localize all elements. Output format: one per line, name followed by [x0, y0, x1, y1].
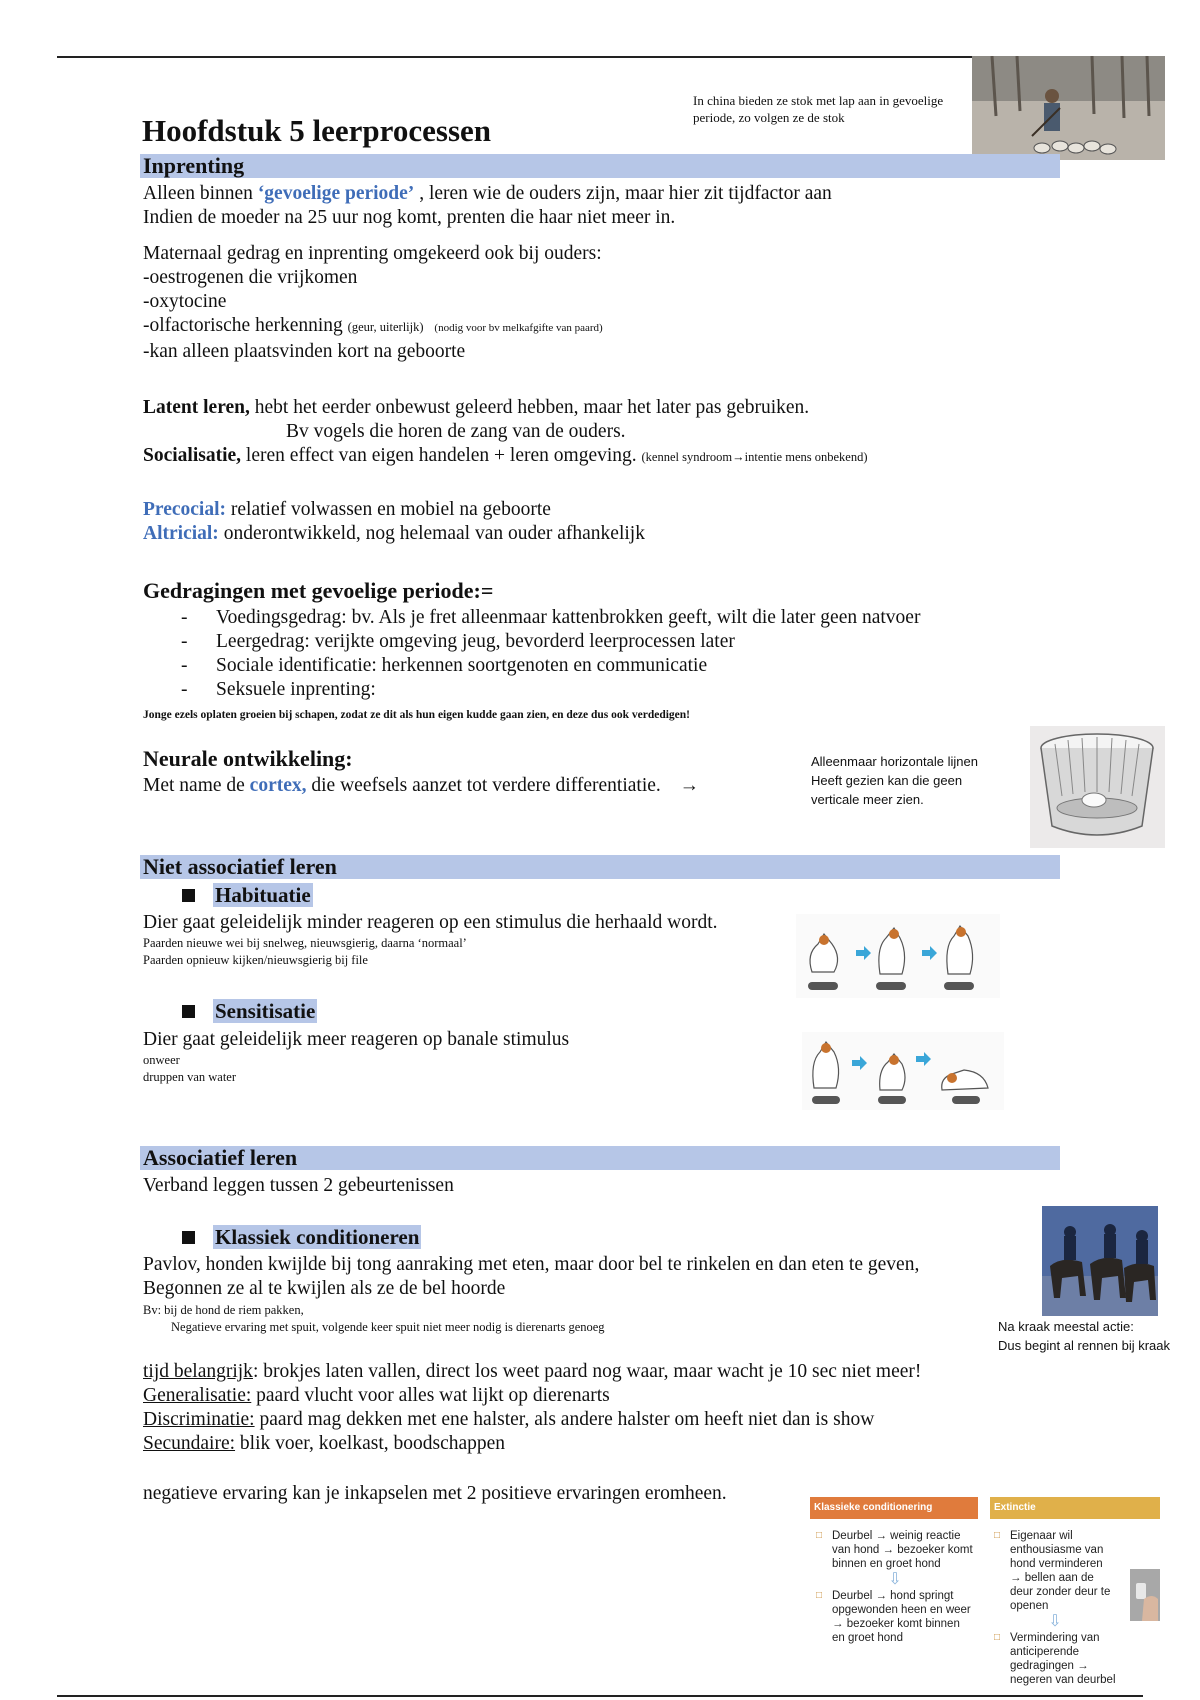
klassiek-line: Pavlov, honden kwijlde bij tong aanraking met eten, maar door bel te rinkelen en dan eten te geven,	[143, 1254, 920, 1275]
inprenting-line1	[143, 182, 1043, 206]
altricial-line	[143, 522, 1043, 546]
slide-left-heading: Klassieke conditionering	[810, 1497, 978, 1519]
slide-left-point: □ Deurbel → weinig reactie van hond → bezoeker komt binnen en groet hond	[816, 1529, 974, 1571]
term-label: Discriminatie:	[143, 1409, 255, 1430]
term-text: : brokjes laten vallen, direct los weet paard nog waar, maar wacht je 10 sec niet meer!	[252, 1361, 922, 1382]
latent-block	[143, 396, 1043, 468]
section-inprenting: Inprenting	[140, 154, 1060, 178]
sensitisatie-title: Sensitisatie	[215, 999, 316, 1023]
habituatie-heading	[182, 883, 313, 908]
terms-block	[143, 1360, 1043, 1456]
latent-term: Latent leren,	[143, 397, 250, 418]
list-item: - Voedingsgedrag: bv. Als je fret alleenmaar kattenbrokken geeft, wilt die later geen natvoer	[143, 606, 1063, 630]
olfactory-note: (geur, uiterlijk)	[347, 320, 424, 334]
gedragingen-note: Jonge ezels oplaten groeien bij schapen, zodat ze dit als hun eigen kudde gaan zien, en deze dus ook verdedigen!	[143, 709, 691, 721]
term-label: Generalisatie:	[143, 1385, 252, 1406]
section-niet-associatief: Niet associatief leren	[140, 855, 1060, 879]
klassiek-note: Negatieve ervaring met spuit, volgende keer spuit niet meer nodig is dierenarts genoeg	[171, 1320, 605, 1334]
term-text: blik voer, koelkast, boodschappen	[235, 1433, 506, 1454]
maternal-intro: Maternaal gedrag en inprenting omgekeerd ook bij ouders:	[143, 243, 602, 264]
term-line	[143, 1360, 1043, 1384]
police-horses-photo	[1042, 1206, 1158, 1316]
socialisatie-line	[143, 444, 1043, 468]
neurale-caption-line: verticale meer zien.	[811, 792, 924, 807]
slide-left-point: □ Deurbel → hond springt opgewonden heen en weer → bezoeker komt binnen en groet hond	[816, 1589, 974, 1645]
latent-line	[143, 396, 1043, 420]
inprenting-line2: Indien de moeder na 25 uur nog komt, prenten die haar niet meer in.	[143, 207, 676, 228]
gedragingen-list	[143, 606, 1063, 702]
sensitisatie-text: Dier gaat geleidelijk meer reageren op banale stimulus	[143, 1029, 570, 1050]
bullet-square-icon	[182, 1231, 195, 1244]
klassiek-title: Klassiek conditioneren	[215, 1225, 420, 1249]
sensitisatie-note: onweer	[143, 1053, 180, 1067]
bottom-rule	[57, 1695, 1143, 1697]
latent-text: hebt het eerder onbewust geleerd hebben, maar het later pas gebruiken.	[249, 397, 810, 418]
neurale-pre: Met name de	[143, 775, 250, 796]
neurale-heading: Neurale ontwikkeling:	[143, 746, 353, 771]
slide-right-point: □ Vermindering van anticiperende gedragingen → negeren van deurbel	[994, 1631, 1116, 1687]
term-line	[143, 1432, 1043, 1456]
cortex-term: cortex,	[249, 775, 307, 796]
neurale-caption	[811, 752, 1031, 809]
list-item: - Seksuele inprenting:	[143, 678, 1063, 702]
maternal-item: -oestrogenen die vrijkomen	[143, 267, 358, 288]
term-label: tijd belangrijk	[143, 1361, 253, 1382]
slide-right-heading: Extinctie	[990, 1497, 1160, 1519]
doorbell-hand-photo	[1130, 1569, 1160, 1621]
inprenting-line1-post: , leren wie de ouders zijn, maar hier zit tijdfactor aan	[414, 183, 832, 204]
police-caption-line: Na kraak meestal actie:	[998, 1319, 1134, 1334]
precocial-line	[143, 498, 1043, 522]
olfactory-main: -olfactorische herkenning	[143, 315, 343, 336]
klassiek-notes	[143, 1302, 605, 1336]
sensitisatie-note: druppen van water	[143, 1070, 237, 1084]
altricial-text: onderontwikkeld, nog helemaal van ouder afhankelijk	[218, 523, 645, 544]
sensitisatie-notes	[143, 1052, 236, 1086]
police-caption-line: Dus begint al rennen bij kraak	[998, 1338, 1170, 1353]
habituatie-note: Paarden nieuwe wei bij snelweg, nieuwsgierig, daarna ‘normaal’	[143, 936, 467, 950]
term-label: Secundaire:	[143, 1433, 236, 1454]
socialisatie-note: (kennel syndroom→intentie mens onbekend)	[641, 450, 868, 464]
habituatie-notes	[143, 935, 467, 969]
maternal-item: -oxytocine	[143, 291, 227, 312]
page-title: Hoofdstuk 5 leerprocessen	[142, 113, 492, 148]
precocial-term: Precocial:	[143, 499, 227, 520]
list-item: - Leergedrag: verijkte omgeving jeug, bevorderd leerprocessen later	[143, 630, 1063, 654]
altricial-term: Altricial:	[143, 523, 219, 544]
list-item: - Sociale identificatie: herkennen soortgenoten en communicatie	[143, 654, 1063, 678]
olfactory-line	[143, 314, 1043, 340]
china-geese-photo	[972, 56, 1165, 160]
neurale-text	[143, 774, 793, 798]
habituatie-text: Dier gaat geleidelijk minder reageren op een stimulus die herhaald wordt.	[143, 912, 718, 933]
china-photo-caption: In china bieden ze stok met lap aan in gevoelige periode, zo volgen ze de stok	[693, 93, 944, 125]
term-line	[143, 1408, 1043, 1432]
bullet-square-icon	[182, 889, 195, 902]
slide-right-point: □ Eigenaar wil enthousiasme van hond verminderen → bellen aan de deur zonder deur te openen	[994, 1529, 1116, 1613]
slide-klassieke-conditionering	[810, 1497, 978, 1682]
klassiek-text	[143, 1253, 1043, 1301]
inkapselen-text: negatieve ervaring kan je inkapselen met 2 positieve ervaringen eromheen.	[143, 1483, 727, 1504]
neurale-caption-line: Heeft gezien kan die geen	[811, 773, 963, 788]
olfactory-note-horse: (nodig voor bv melkafgifte van paard)	[434, 322, 603, 334]
klassiek-note: Bv: bij de hond de riem pakken,	[143, 1303, 304, 1317]
down-arrow-icon: ⇩	[888, 1571, 902, 1588]
precocial-text: relatief volwassen en mobiel na geboorte	[226, 499, 551, 520]
term-line	[143, 1384, 1043, 1408]
habituatie-note: Paarden opnieuw kijken/nieuwsgierig bij file	[143, 953, 368, 967]
section-associatief: Associatief leren	[140, 1146, 1060, 1170]
neurale-post: die weefsels aanzet tot verdere differentiatie.	[306, 775, 661, 796]
habituatie-title: Habituatie	[215, 883, 311, 907]
sensitisatie-dog-illustration	[802, 1032, 1004, 1110]
right-arrow-icon: →	[679, 775, 700, 796]
socialisatie-text: leren effect van eigen handelen + leren omgeving.	[241, 445, 637, 466]
neurale-caption-line: Alleenmaar horizontale lijnen	[811, 754, 978, 769]
klassiek-heading	[182, 1225, 421, 1250]
down-arrow-icon: ⇩	[1048, 1613, 1062, 1630]
sensitisatie-heading	[182, 999, 317, 1024]
term-text: paard mag dekken met ene halster, als andere halster om heeft niet dan is show	[254, 1409, 875, 1430]
habituatie-dog-illustration	[796, 914, 1000, 998]
kitten-cylinder-image	[1030, 726, 1165, 848]
gedragingen-heading: Gedragingen met gevoelige periode:=	[143, 578, 494, 603]
gevoelige-periode-term: ‘gevoelige periode’	[257, 183, 415, 204]
latent-example: Bv vogels die horen de zang van de ouders.	[286, 421, 626, 442]
police-photo-caption	[998, 1317, 1198, 1355]
slide-extinctie	[990, 1497, 1160, 1686]
inprenting-text	[143, 182, 1043, 364]
precocial-block	[143, 498, 1043, 546]
birth-line: -kan alleen plaatsvinden kort na geboorte	[143, 341, 466, 362]
socialisatie-term: Socialisatie,	[143, 445, 242, 466]
klassiek-line: Begonnen ze al te kwijlen als ze de bel hoorde	[143, 1278, 506, 1299]
bullet-square-icon	[182, 1005, 195, 1018]
term-text: paard vlucht voor alles wat lijkt op dierenarts	[251, 1385, 610, 1406]
associatief-intro: Verband leggen tussen 2 gebeurtenissen	[143, 1175, 454, 1196]
inprenting-line1-pre: Alleen binnen	[143, 183, 258, 204]
